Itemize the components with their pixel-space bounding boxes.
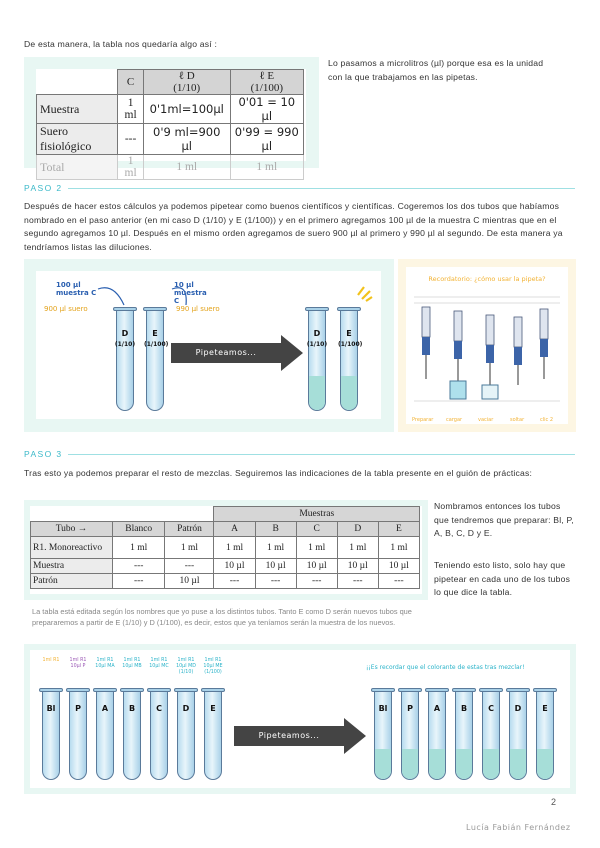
tube-label: A: [433, 704, 441, 713]
tube-p: [69, 692, 87, 780]
table2-cell: 10 µl: [296, 559, 337, 574]
mix-table: [30, 506, 420, 589]
table2-cell: ---: [113, 574, 165, 589]
intro-text: De esta manera, la tabla nos quedaría algo así :: [24, 39, 218, 49]
microlitros-note: Lo pasamos a microlitros (µl) porque esa es la unidad con la que trabajamos en las pipetas.: [328, 58, 544, 82]
table1-cell: 1 ml: [230, 155, 303, 180]
table1-cell: 0'9 ml=900 µl: [143, 124, 230, 155]
table2-col: Blanco: [113, 522, 165, 537]
tube-c: [482, 692, 500, 780]
note-d-suero: 900 µl suero: [44, 305, 88, 313]
table2-cell: 1 ml: [337, 537, 378, 559]
tube-label: D: [182, 704, 190, 713]
paso3-side-text-1: Nombramos entonces los tubos que tendremos que preparar: Bl, P, A, B, C, D y E.: [434, 501, 574, 538]
tube-label: C: [488, 704, 494, 713]
table1-cell: 0'01 = 10 µl: [230, 95, 303, 124]
table2-row-label: R1. Monoreactivo: [31, 537, 113, 559]
tube-label: B: [128, 704, 136, 713]
table2-col: Patrón: [165, 522, 214, 537]
table1-cell: 0'99 = 990 µl: [230, 124, 303, 155]
colorante-reminder: ¡¡Es recordar que el colorante de estas tras mezclar!: [366, 664, 525, 671]
table2-cell: 1 ml: [214, 537, 255, 559]
table2-card: [30, 506, 422, 594]
arrow-head-icon: [344, 718, 366, 754]
tube-d: [177, 692, 195, 780]
tube-label: D: [514, 704, 522, 713]
table1-panel: [24, 57, 319, 179]
paso2-title: PASO 2: [24, 183, 63, 193]
pipette-label: soltar: [510, 417, 525, 423]
tube-label: P: [407, 704, 413, 713]
tube-d-filled: D (1/10): [308, 311, 326, 411]
table2-col: Tubo →: [31, 522, 113, 537]
pipette-steps-icon: [410, 289, 564, 414]
tube-top-label: 1ml R1 10µl MA: [95, 658, 115, 669]
tube-label: A: [101, 704, 109, 713]
table1-cell: 1 ml: [143, 155, 230, 180]
tube-bl: [42, 692, 60, 780]
paso3-title: PASO 3: [24, 449, 63, 459]
tube-top-label: 1ml R1: [42, 658, 60, 663]
table1-row-label: Total: [37, 155, 118, 180]
table2-col: C: [296, 522, 337, 537]
note-e: 10 µl muestra C: [174, 281, 207, 305]
tube-c: [150, 692, 168, 780]
paso2-text: Después de hacer estos cálculos ya podemos pipetear como buenos científicos y científicas. Cogeremos los dos tubos que habíamos nombrado en el paso anterior (en mi caso D (1/10) y E (1/100)) y en el primero agregamos 100 µl de la muestra C mientras que en el segundo agregamos 10 µl. Después en el mismo orden agregamos de suero 900 µl al primero y 990 µl al segundo. De esta manera ya tendríamos listas las diluciones.: [24, 201, 563, 252]
table-caption: La tabla está editada según los nombres que yo puse a los distintos tubos. Tanto E como D serán nuevos tubos que prepararemos a partir de E (1/10) y D (1/100), es decir, estos que ya teníamos serán la muestra de los nuevos.: [32, 607, 412, 627]
table1-cell: 1 ml: [118, 95, 144, 124]
tube-label: C: [156, 704, 162, 713]
tube-label: B: [460, 704, 468, 713]
tube-a: [96, 692, 114, 780]
table1-card: [36, 69, 306, 179]
table1-row-label: Muestra: [37, 95, 118, 124]
tube-e-filled: E (1/100): [340, 311, 358, 411]
table2-cell: 10 µl: [337, 559, 378, 574]
table2-col: A: [214, 522, 255, 537]
tube-label: Bl: [378, 704, 388, 713]
table2-cell: 10 µl: [378, 559, 419, 574]
tube-top-label: 1ml R1 10µl P: [69, 658, 87, 669]
author-signature: Lucía Fabián Fernández: [466, 823, 571, 832]
tube-a: [428, 692, 446, 780]
pipette-label: vaciar: [478, 417, 494, 423]
paso3-text: Tras esto ya podemos preparar el resto de mezclas. Seguiremos las indicaciones de la tabla presente en el guión de prácticas:: [24, 468, 533, 478]
tube-e: E (1/100): [146, 311, 164, 411]
tube-d: D (1/10): [116, 311, 134, 411]
pipette-title: Recordatorio: ¿cómo usar la pipeta?: [428, 275, 546, 283]
pipette-label: clic 2: [540, 417, 554, 423]
table1-col-e: ℓ E (1/100): [230, 70, 303, 95]
table2-panel: [24, 500, 428, 600]
table1-row-label: Suero fisiológico: [37, 124, 118, 155]
paso3-figure: [24, 644, 576, 794]
table2-cell: ---: [337, 574, 378, 589]
pipette-label: Preparar: [412, 417, 434, 423]
table2-cell: 1 ml: [165, 537, 214, 559]
tube-p: [401, 692, 419, 780]
table1-cell: ---: [118, 124, 144, 155]
table2-cell: ---: [165, 559, 214, 574]
pipeteamos-arrow-2: Pipeteamos...: [234, 726, 344, 746]
tube-label: E: [210, 704, 216, 713]
tube-e: [536, 692, 554, 780]
table2-cell: 10 µl: [165, 574, 214, 589]
table2-cell: 1 ml: [378, 537, 419, 559]
pipeteamos-arrow: Pipeteamos...: [171, 343, 281, 363]
tube-top-label: 1ml R1 10µl MD (1/10): [176, 658, 196, 675]
pipette-label: cargar: [446, 417, 463, 423]
tube-top-label: 1ml R1 10µl ME (1/100): [203, 658, 223, 675]
table2-cell: ---: [296, 574, 337, 589]
page-number: 2: [551, 797, 557, 807]
table2-muestras-header: Muestras: [214, 507, 420, 522]
table2-cell: ---: [255, 574, 296, 589]
pipette-panel: [398, 259, 576, 432]
paso3-figure-card: [30, 650, 570, 788]
table1-cell: 0'1ml=100µl: [143, 95, 230, 124]
table2-row-label: Patrón: [31, 574, 113, 589]
tube-b: [455, 692, 473, 780]
note-d: 100 µl muestra C: [56, 281, 97, 297]
tube-d: [509, 692, 527, 780]
paso2-figure: [24, 259, 394, 432]
tube-top-label: 1ml R1 10µl MC: [149, 658, 169, 669]
paso3-divider: [68, 454, 575, 455]
tube-top-label: 1ml R1 10µl MB: [122, 658, 142, 669]
table1-cell: 1 ml: [118, 155, 144, 180]
pipette-card: [406, 267, 568, 424]
table2-cell: 1 ml: [255, 537, 296, 559]
table2-col: B: [255, 522, 296, 537]
table2-cell: ---: [214, 574, 255, 589]
paso3-side-text-2: Teniendo esto listo, solo hay que pipetear en cada uno de los tubos lo que dice la tabla.: [434, 560, 571, 597]
tube-e: [204, 692, 222, 780]
table2-col: E: [378, 522, 419, 537]
table1-col-c: C: [118, 70, 144, 95]
table2-cell: ---: [378, 574, 419, 589]
tube-label: E: [542, 704, 548, 713]
tube-bl: [374, 692, 392, 780]
sparkle-icon: [354, 285, 374, 303]
dilution-table: [36, 69, 304, 180]
table1-col-d: ℓ D (1/10): [143, 70, 230, 95]
table2-row-label: Muestra: [31, 559, 113, 574]
paso2-divider: [68, 188, 575, 189]
table2-cell: 1 ml: [296, 537, 337, 559]
table2-cell: ---: [113, 559, 165, 574]
tube-b: [123, 692, 141, 780]
tube-label: Bl: [46, 704, 56, 713]
note-e-suero: 990 µl suero: [176, 305, 220, 313]
table2-cell: 1 ml: [113, 537, 165, 559]
table2-col: D: [337, 522, 378, 537]
tube-label: P: [75, 704, 81, 713]
paso2-figure-card: [36, 271, 381, 419]
arrow-head-icon: [281, 335, 303, 371]
table2-cell: 10 µl: [214, 559, 255, 574]
table2-cell: 10 µl: [255, 559, 296, 574]
